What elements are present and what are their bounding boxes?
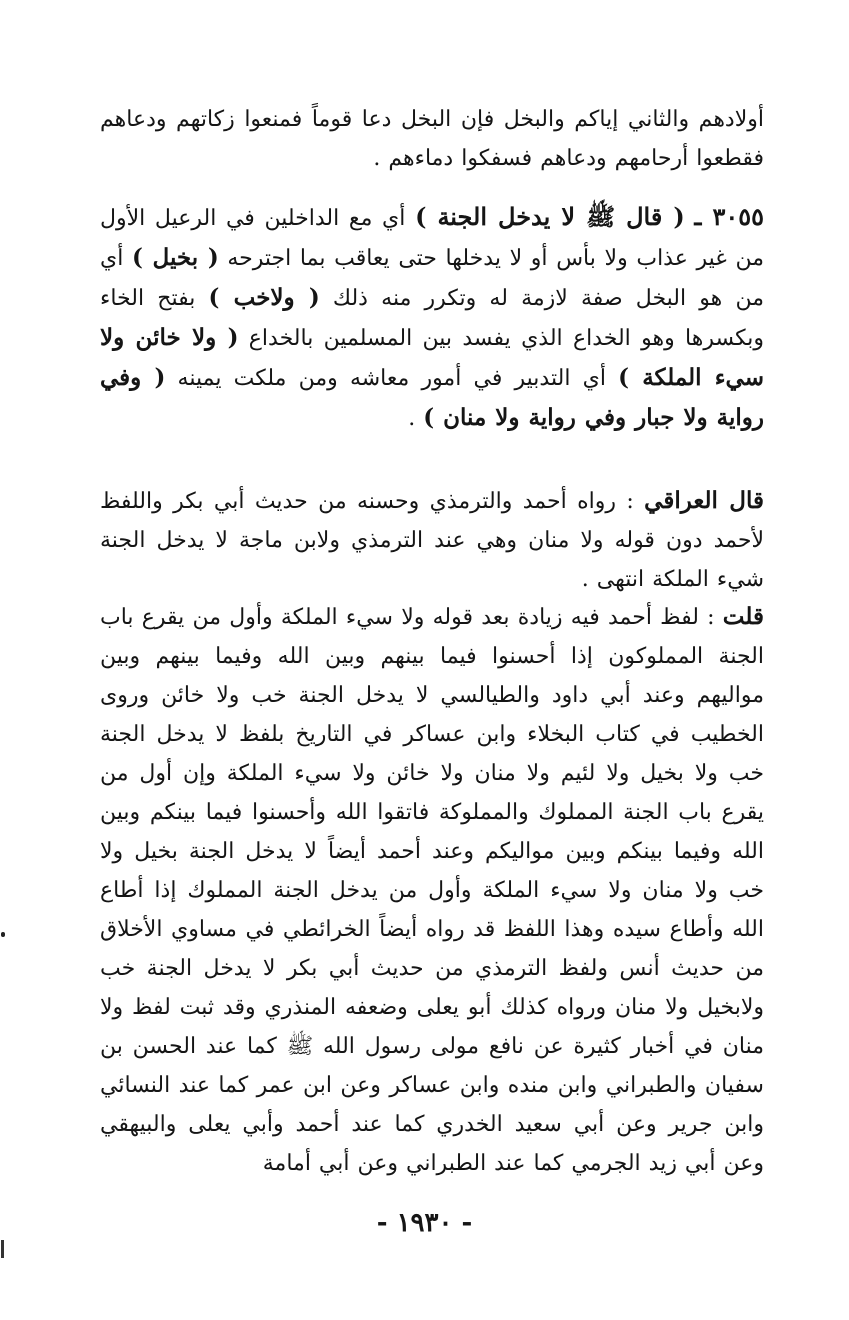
hadith-matn-opening: ( قال ﷺ لا يدخل الجنة ): [415, 202, 685, 231]
hadith-number: ٣٠٥٥ ـ: [694, 202, 764, 231]
qultu-label: قلت: [722, 603, 764, 630]
qultu-text: : لفظ أحمد فيه زيادة بعد قوله ولا سيء الملكة وأول من يقرع باب الجنة المملوكون إذا أحسنوا فيما بينهم وبين الله وفيما بينهم وبين مواليهم وعند أبي داود والطيالسي لا يدخل الجنة خب ولا خائن وروى الخطيب في كتاب البخلاء وابن عساكر في التاريخ بلفظ لا يدخل الجنة خب ولا بخيل ولا لئيم ولا منان ولا خائن ولا سيء الملكة وإن أول من يقرع باب الجنة المملوك والمملوكة فاتقوا الله وأحسنوا فيما بينكم وبين الله وفيما بينكم وبين مواليكم وعند أحمد أيضاً لا يدخل الجنة بخيل ولا خب ولا منان ولا سيء الملكة وأول من يدخل الجنة المملوك إذا أطاع الله وأطاع سيده وهذا اللفظ قد رواه أيضاً الخرائطي في مساوي الأخلاق من حديث أنس ولفظ الترمذي من حديث أبي بكر لا يدخل الجنة خب ولابخيل ولا منان ورواه كذلك أبو يعلى وضعفه المنذري وقد ثبت لفظ ولا منان في أخبار كثيرة عن نافع مولى رسول الله ﷺ كما عند الحسن بن سفيان والطبراني وابن منده وابن عساكر وعن ابن عمر كما عند النسائي وابن جرير وعن أبي سعيد الخدري كما عند أحمد وأبي يعلى والبيهقي وعن أبي زيد الجرمي كما عند الطبراني وعن أبي أمامة: [100, 605, 764, 1176]
commentary-text-1: أي مع الداخلين في الرعيل الأول من غير عذاب ولا بأس أو لا يدخلها حتى يعاقب بما اجترحه: [100, 206, 764, 271]
iraqi-paragraph: [100, 481, 764, 599]
term-khabb: ( ولاخب ): [208, 284, 320, 311]
iraqi-label: قال العراقي: [644, 487, 764, 514]
qultu-paragraph: [100, 597, 764, 1183]
scan-margin-mark: [1, 932, 5, 937]
intro-paragraph: [100, 100, 764, 178]
term-riwaya: ( وفي رواية ولا جبار وفي رواية ولا منان ): [100, 364, 764, 431]
commentary-text-4: أي التدبير في أمور معاشه ومن ملكت يمينه: [177, 366, 606, 391]
commentary-text-3: بفتح الخاء وبكسرها وهو الخداع الذي يفسد بين المسلمين بالخداع: [100, 286, 764, 351]
commentary-text-5: .: [408, 406, 416, 431]
qultu-body: [100, 597, 764, 1183]
page-number: - ١٩٣٠ -: [376, 1208, 473, 1238]
hadith-paragraph: [100, 197, 764, 438]
term-bakheel: ( بخيل ): [132, 244, 219, 271]
iraqi-text: : رواه أحمد والترمذي وحسنه من حديث أبي بكر واللفظ لأحمد دون قوله ولا منان وهي عند الترمذي ولابن ماجة لا يدخل الجنة شيء الملكة انتهى .: [100, 489, 764, 592]
commentary-text-2: أي من هو البخل صفة لازمة له وتكرر منه ذلك: [100, 246, 764, 311]
term-khaain: ( ولا خائن ولا سيء الملكة ): [100, 324, 764, 391]
scan-edge-mark: [1, 1240, 4, 1258]
intro-text: أولادهم والثاني إياكم والبخل فإن البخل دعا قوماً فمنعوا زكاتهم ودعاهم فقطعوا أرحامهم ودعاهم فسفكوا دماءهم .: [100, 107, 764, 171]
iraqi-body: [100, 481, 764, 599]
hadith-body: [100, 197, 764, 438]
